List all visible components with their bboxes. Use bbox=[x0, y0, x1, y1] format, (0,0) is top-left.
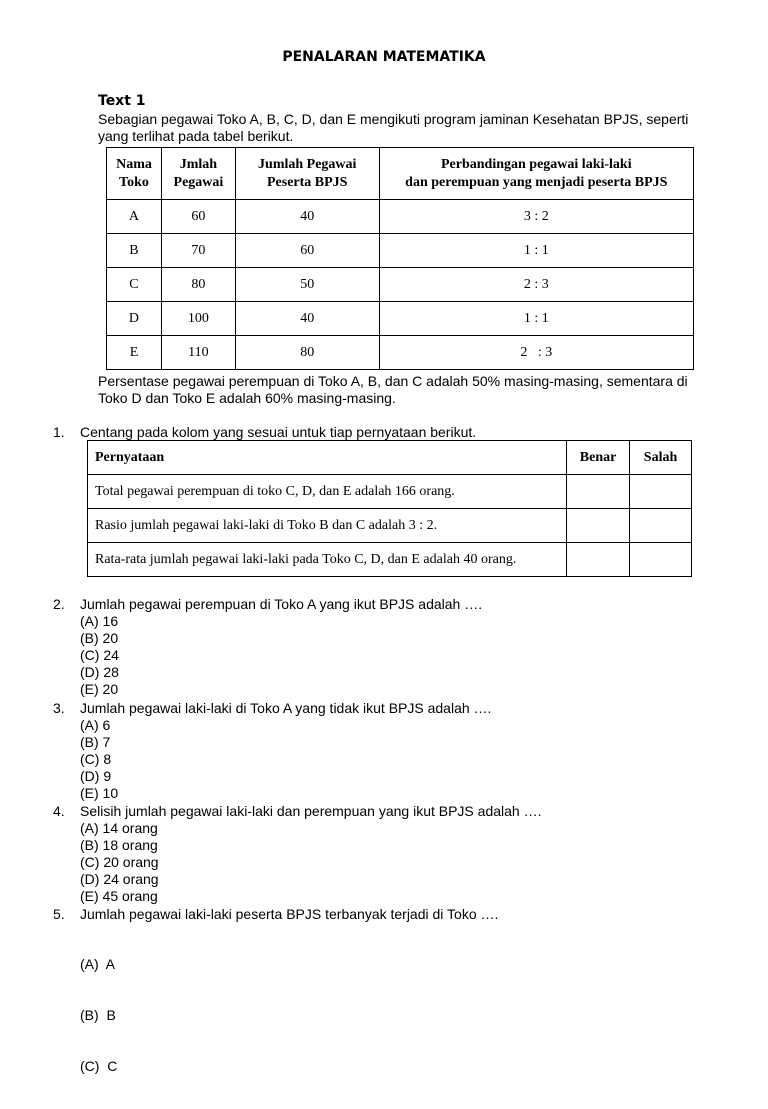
question-number: 1. bbox=[53, 424, 65, 440]
question-number: 2. bbox=[53, 596, 65, 612]
cell-rasio: 1 : 1 bbox=[379, 302, 693, 336]
question-text: Jumlah pegawai laki-laki di Toko A yang tidak ikut BPJS adalah …. bbox=[80, 700, 492, 716]
option-item[interactable]: (A) 14 orang bbox=[80, 820, 158, 836]
cell-pegawai: 60 bbox=[161, 200, 235, 234]
question-text: Jumlah pegawai perempuan di Toko A yang ikut BPJS adalah …. bbox=[80, 596, 483, 612]
table-row bbox=[88, 509, 692, 543]
cell-rasio: 1 : 1 bbox=[379, 234, 693, 268]
question-4 bbox=[53, 803, 541, 820]
benar-checkbox-cell[interactable] bbox=[567, 475, 630, 509]
cell-pegawai: 100 bbox=[161, 302, 235, 336]
option-item[interactable]: (C) 24 bbox=[80, 647, 119, 663]
option-item[interactable]: (A) A bbox=[80, 956, 116, 972]
question-text: Selisih jumlah pegawai laki-laki dan perempuan yang ikut BPJS adalah …. bbox=[80, 803, 542, 819]
question-text: Centang pada kolom yang sesuai untuk tiap pernyataan berikut. bbox=[80, 424, 477, 440]
cell-toko: D bbox=[107, 302, 162, 336]
table-row bbox=[107, 268, 694, 302]
salah-checkbox-cell[interactable] bbox=[630, 543, 692, 577]
option-item[interactable]: (C) 8 bbox=[80, 751, 112, 767]
option-item[interactable]: (D) 24 orang bbox=[80, 871, 159, 887]
question-1 bbox=[53, 424, 476, 441]
cell-peserta: 40 bbox=[235, 302, 379, 336]
question-5-options bbox=[80, 922, 117, 1109]
cell-peserta: 60 bbox=[235, 234, 379, 268]
section-heading-text-1: Text 1 bbox=[98, 93, 146, 109]
question-number: 3. bbox=[53, 700, 65, 716]
question-5 bbox=[53, 906, 498, 923]
option-item[interactable]: (B) 18 orang bbox=[80, 837, 158, 853]
option-item[interactable]: (D) 9 bbox=[80, 768, 112, 784]
statement-table bbox=[87, 440, 692, 577]
question-4-options bbox=[80, 820, 159, 905]
cell-peserta: 40 bbox=[235, 200, 379, 234]
header-nama-toko: Nama Toko bbox=[107, 148, 162, 200]
intro-line: yang terlihat pada tabel berikut. bbox=[98, 128, 294, 144]
option-item[interactable]: (C) 20 orang bbox=[80, 854, 159, 870]
statement-text: Rasio jumlah pegawai laki-laki di Toko B dan C adalah 3 : 2. bbox=[88, 509, 567, 543]
header-perbandingan: Perbandingan pegawai laki-laki dan perempuan yang menjadi peserta BPJS bbox=[379, 148, 693, 200]
table-row bbox=[88, 475, 692, 509]
cell-pegawai: 80 bbox=[161, 268, 235, 302]
option-item[interactable]: (E) 45 orang bbox=[80, 888, 158, 904]
bpjs-table bbox=[106, 147, 694, 370]
cell-peserta: 80 bbox=[235, 336, 379, 370]
question-2-options bbox=[80, 613, 119, 698]
cell-peserta: 50 bbox=[235, 268, 379, 302]
option-item[interactable]: (C) C bbox=[80, 1058, 118, 1074]
cell-rasio: 2 : 3 bbox=[379, 336, 693, 370]
note-paragraph bbox=[98, 373, 718, 407]
header-peserta-bpjs: Jumlah Pegawai Peserta BPJS bbox=[235, 148, 379, 200]
option-item[interactable]: (E) 10 bbox=[80, 785, 119, 801]
cell-toko: A bbox=[107, 200, 162, 234]
option-item[interactable]: (B) 7 bbox=[80, 734, 111, 750]
intro-paragraph bbox=[98, 111, 718, 145]
option-item[interactable]: (E) 20 bbox=[80, 681, 119, 697]
option-item[interactable]: (A) 16 bbox=[80, 613, 119, 629]
cell-pegawai: 70 bbox=[161, 234, 235, 268]
statement-text: Total pegawai perempuan di toko C, D, dan E adalah 166 orang. bbox=[88, 475, 567, 509]
question-3-options bbox=[80, 717, 118, 802]
cell-rasio: 2 : 3 bbox=[379, 268, 693, 302]
option-item[interactable]: (B) 20 bbox=[80, 630, 119, 646]
table-row bbox=[107, 200, 694, 234]
question-3 bbox=[53, 700, 491, 717]
cell-rasio: 3 : 2 bbox=[379, 200, 693, 234]
table-row bbox=[107, 302, 694, 336]
header-pernyataan: Pernyataan bbox=[88, 441, 567, 475]
note-line: Toko D dan Toko E adalah 60% masing-masing. bbox=[98, 390, 396, 406]
question-number: 4. bbox=[53, 803, 65, 819]
header-salah: Salah bbox=[630, 441, 692, 475]
bpjs-table-header-row bbox=[107, 148, 694, 200]
header-benar: Benar bbox=[567, 441, 630, 475]
option-item[interactable]: (A) 6 bbox=[80, 717, 111, 733]
table-row bbox=[107, 336, 694, 370]
cell-pegawai: 110 bbox=[161, 336, 235, 370]
table-row bbox=[107, 234, 694, 268]
benar-checkbox-cell[interactable] bbox=[567, 509, 630, 543]
note-line: Persentase pegawai perempuan di Toko A, B, dan C adalah 50% masing-masing, sementara di bbox=[98, 373, 688, 389]
intro-line: Sebagian pegawai Toko A, B, C, D, dan E mengikuti program jaminan Kesehatan BPJS, seperti bbox=[98, 111, 689, 127]
page-title: PENALARAN MATEMATIKA bbox=[282, 49, 486, 65]
statement-text: Rata-rata jumlah pegawai laki-laki pada Toko C, D, dan E adalah 40 orang. bbox=[88, 543, 567, 577]
question-2 bbox=[53, 596, 482, 613]
salah-checkbox-cell[interactable] bbox=[630, 509, 692, 543]
question-text: Jumlah pegawai laki-laki peserta BPJS terbanyak terjadi di Toko …. bbox=[80, 906, 499, 922]
cell-toko: C bbox=[107, 268, 162, 302]
cell-toko: B bbox=[107, 234, 162, 268]
table-row bbox=[88, 543, 692, 577]
option-item[interactable]: (B) B bbox=[80, 1007, 116, 1023]
salah-checkbox-cell[interactable] bbox=[630, 475, 692, 509]
cell-toko: E bbox=[107, 336, 162, 370]
header-jumlah-pegawai: Jmlah Pegawai bbox=[161, 148, 235, 200]
benar-checkbox-cell[interactable] bbox=[567, 543, 630, 577]
statement-table-header-row bbox=[88, 441, 692, 475]
question-number: 5. bbox=[53, 906, 65, 922]
option-item[interactable]: (D) 28 bbox=[80, 664, 119, 680]
